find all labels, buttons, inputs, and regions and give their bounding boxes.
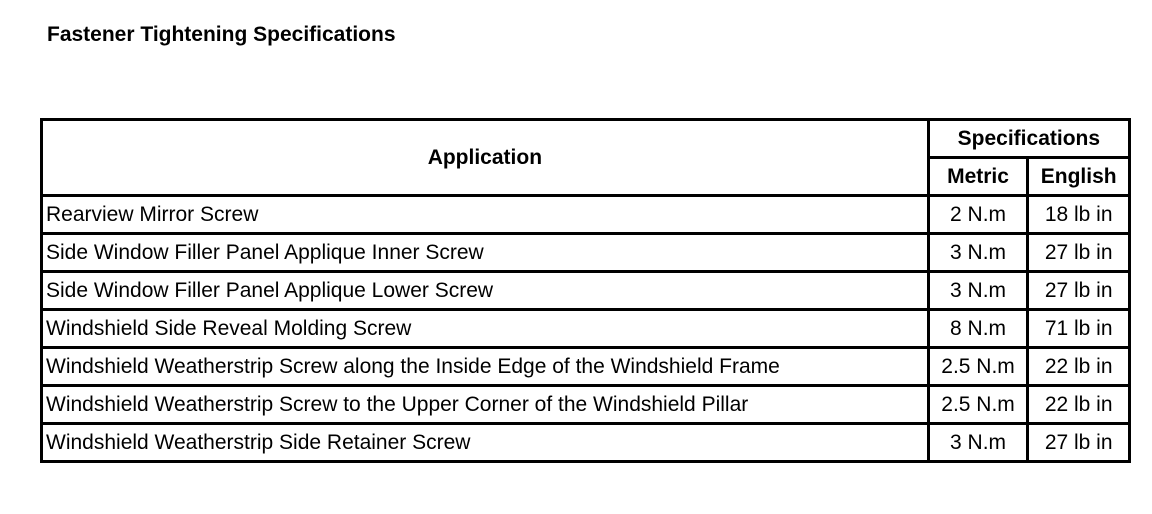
cell-english: 22 lb in (1029, 387, 1128, 422)
fastener-spec-table (40, 118, 1131, 463)
cell-application: Side Window Filler Panel Applique Inner Screw (43, 235, 927, 270)
cell-application: Windshield Side Reveal Molding Screw (43, 311, 927, 346)
table-row (43, 311, 1128, 346)
table-row (43, 273, 1128, 308)
table-row (43, 197, 1128, 232)
cell-metric: 2 N.m (930, 197, 1027, 232)
cell-metric: 3 N.m (930, 235, 1027, 270)
cell-metric: 2.5 N.m (930, 349, 1027, 384)
header-metric: Metric (930, 159, 1027, 194)
cell-metric: 8 N.m (930, 311, 1027, 346)
cell-english: 22 lb in (1029, 349, 1128, 384)
table-row (43, 387, 1128, 422)
cell-english: 27 lb in (1029, 235, 1128, 270)
header-english: English (1029, 159, 1128, 194)
table-row (43, 235, 1128, 270)
header-application: Application (43, 121, 927, 194)
cell-application: Windshield Weatherstrip Screw to the Upper Corner of the Windshield Pillar (43, 387, 927, 422)
cell-english: 27 lb in (1029, 273, 1128, 308)
page-title: Fastener Tightening Specifications (47, 23, 396, 46)
cell-metric: 2.5 N.m (930, 387, 1027, 422)
cell-application: Rearview Mirror Screw (43, 197, 927, 232)
table-row (43, 349, 1128, 384)
cell-application: Windshield Weatherstrip Screw along the Inside Edge of the Windshield Frame (43, 349, 927, 384)
table-row (43, 425, 1128, 460)
cell-metric: 3 N.m (930, 425, 1027, 460)
cell-english: 71 lb in (1029, 311, 1128, 346)
cell-english: 18 lb in (1029, 197, 1128, 232)
header-row-1 (43, 121, 1128, 156)
cell-english: 27 lb in (1029, 425, 1128, 460)
cell-application: Side Window Filler Panel Applique Lower Screw (43, 273, 927, 308)
cell-application: Windshield Weatherstrip Side Retainer Screw (43, 425, 927, 460)
header-specifications: Specifications (930, 121, 1128, 156)
cell-metric: 3 N.m (930, 273, 1027, 308)
